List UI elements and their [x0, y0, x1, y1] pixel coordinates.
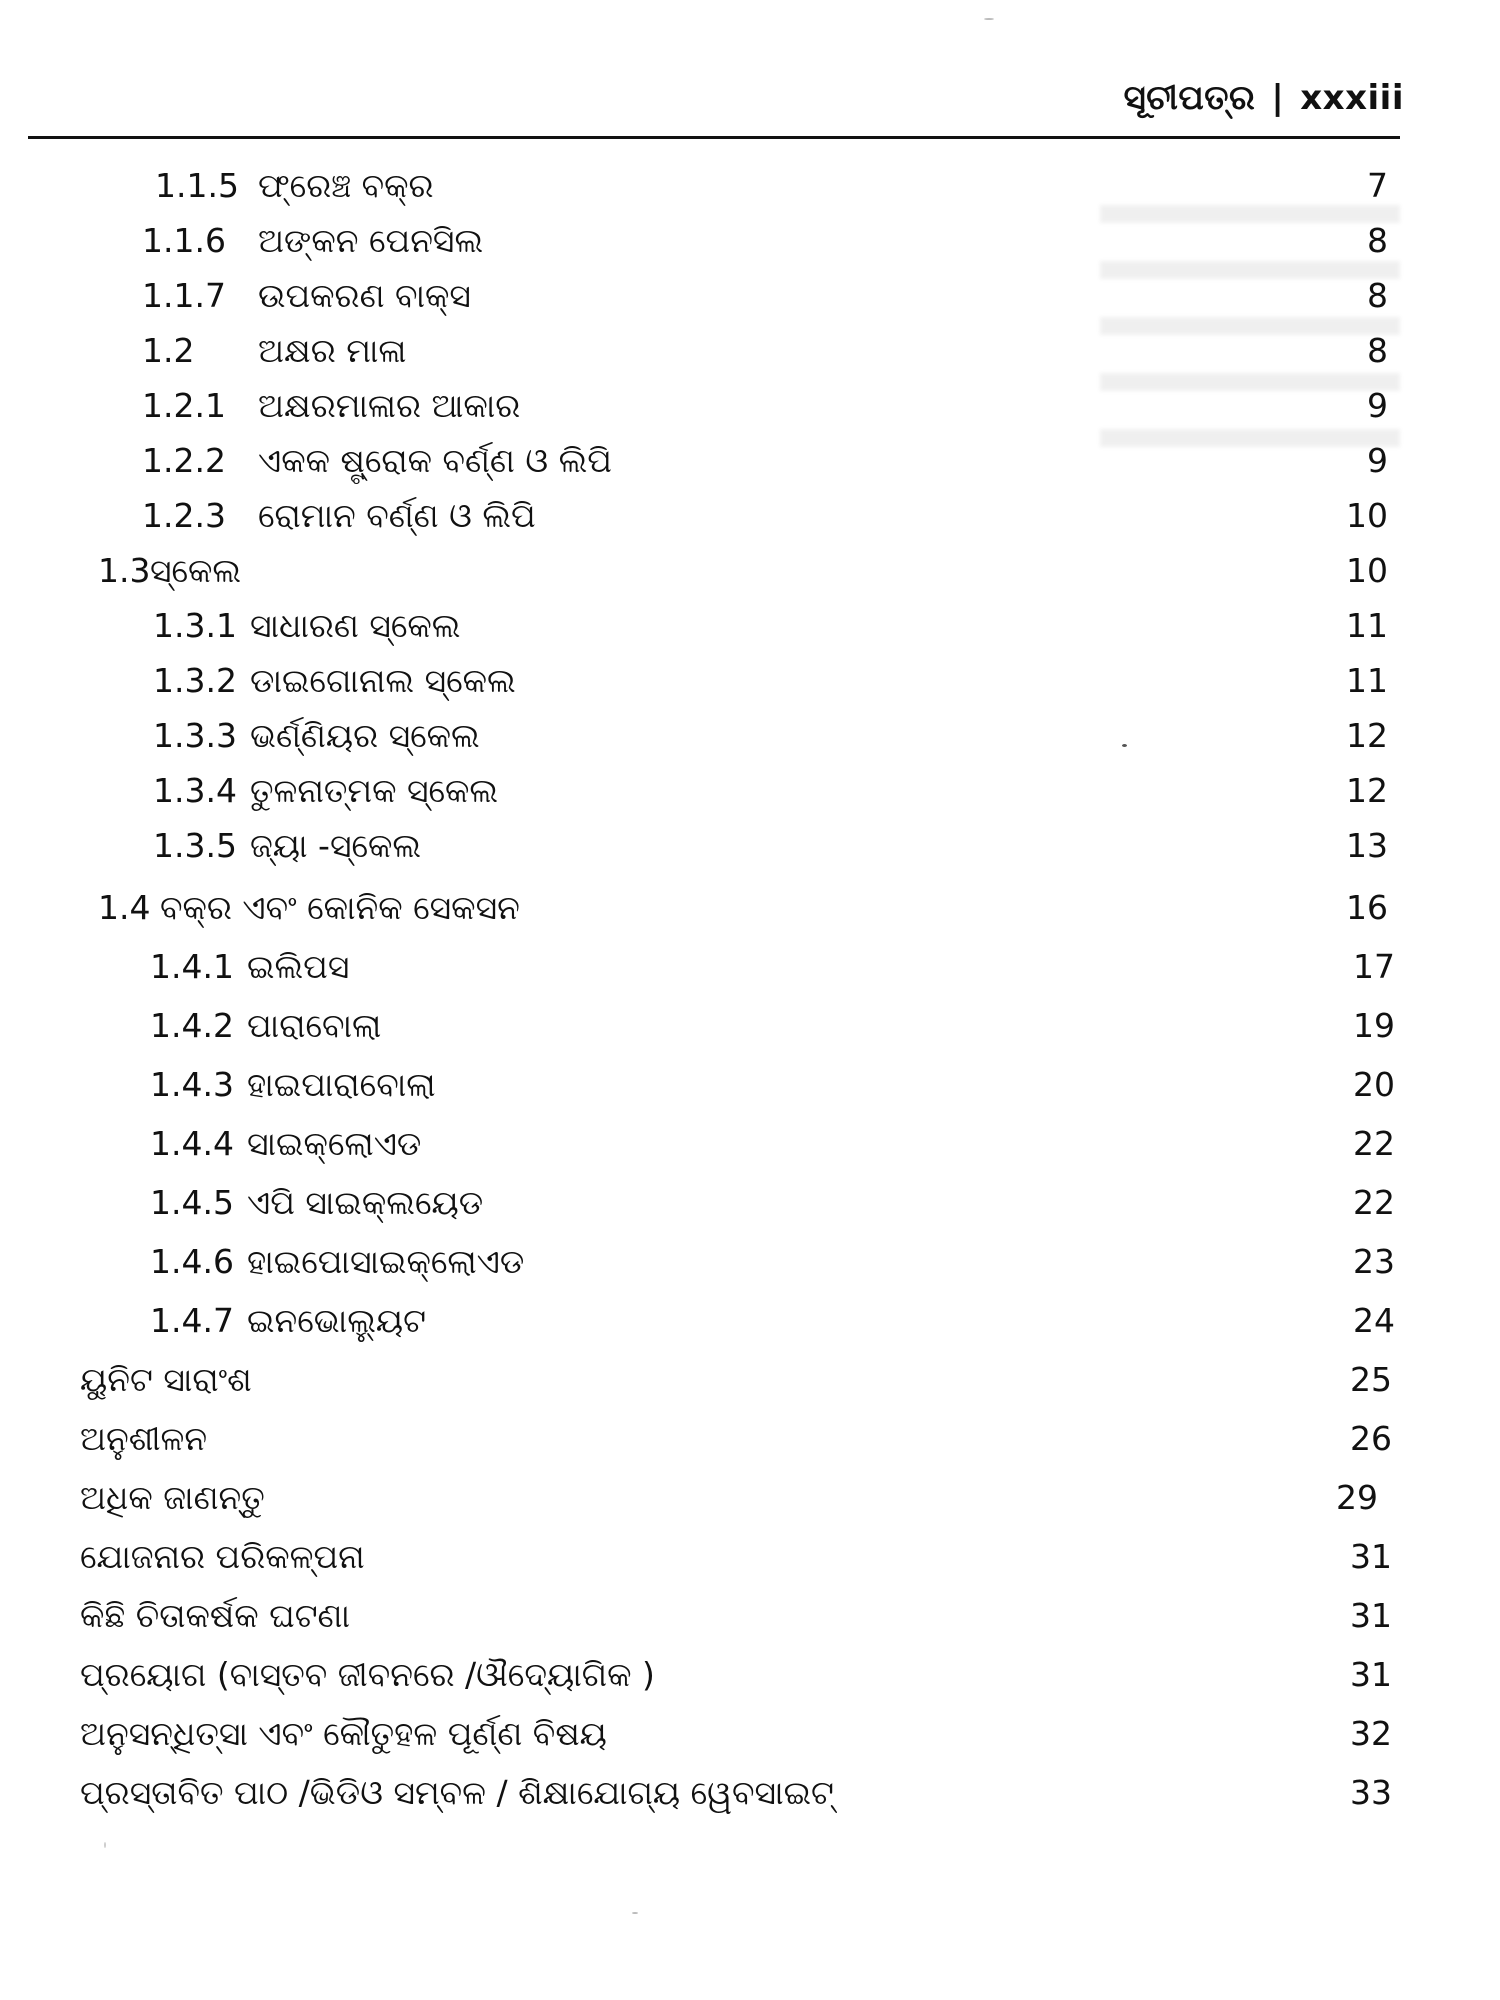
toc-entry-title: ରୋମାନ ବର୍ଣ୍ଣ ଓ ଲିପି [258, 496, 536, 535]
toc-entry[interactable] [0, 767, 1500, 815]
toc-entry-page: 12 [1346, 716, 1388, 755]
toc-entry[interactable] [0, 327, 1500, 375]
toc-entry-number: 1.1.5 [155, 166, 239, 205]
toc-entry[interactable] [0, 1120, 1500, 1168]
toc-entry-number: 1.2 [142, 331, 195, 370]
toc-entry[interactable] [0, 1002, 1500, 1050]
toc-entry-title: ଅଧିକ ଜାଣନ୍ତୁ [80, 1478, 265, 1517]
toc-entry[interactable] [0, 1592, 1500, 1640]
header-page-number: xxxiii [1300, 78, 1404, 118]
scan-speck [1122, 744, 1127, 747]
toc-entry-number: 1.1.6 [142, 221, 226, 260]
toc-entry-title: ଅକ୍ଷରମାଳାର ଆକାର [258, 386, 521, 425]
toc-entry[interactable] [0, 492, 1500, 540]
toc-entry-page: 24 [1353, 1301, 1395, 1340]
toc-entry-number: 1.2.3 [142, 496, 226, 535]
toc-entry[interactable] [0, 1533, 1500, 1581]
toc-entry-page: 11 [1346, 606, 1388, 645]
toc-entry-page: 31 [1350, 1596, 1392, 1635]
toc-entry-title: ତୁଳନାତ୍ମକ ସ୍କେଲ [250, 771, 499, 810]
scan-speck [632, 1912, 638, 1914]
toc-entry[interactable] [0, 1415, 1500, 1463]
scan-speck [984, 18, 994, 20]
toc-entry-title: ସ୍କେଲ [150, 551, 242, 590]
toc-entry[interactable] [0, 712, 1500, 760]
toc-entry-page: 22 [1353, 1124, 1395, 1163]
toc-entry-number: 1.3.2 [153, 661, 237, 700]
toc-entry-page: 31 [1350, 1655, 1392, 1694]
toc-entry-title: ଭର୍ଣ୍ଣିୟର ସ୍କେଲ [250, 716, 480, 755]
toc-entry-number: 1.4.1 [150, 947, 234, 986]
toc-entry-number: 1.1.7 [142, 276, 226, 315]
toc-entry-title: ଇଲିପସ [247, 947, 350, 986]
toc-entry[interactable] [0, 822, 1500, 870]
toc-entry-title: ଅନୁଶୀଳନ [80, 1419, 208, 1458]
toc-entry-title: ଫ୍ରେଞ୍ଚ ବକ୍ର [258, 166, 434, 205]
toc-entry[interactable] [0, 1238, 1500, 1286]
toc-entry-number: 1.3.1 [153, 606, 237, 645]
toc-entry[interactable] [0, 382, 1500, 430]
toc-entry-number: 1.4.5 [150, 1183, 234, 1222]
toc-entry-page: 32 [1350, 1714, 1392, 1753]
toc-entry-page: 8 [1367, 276, 1388, 315]
toc-entry[interactable] [0, 943, 1500, 991]
toc-entry-number: 1.3.5 [153, 826, 237, 865]
running-header [1124, 78, 1404, 118]
toc-entry-page: 10 [1346, 496, 1388, 535]
toc-entry-title: ଅଙ୍କନ ପେନସିଲ [258, 221, 484, 260]
scan-speck [104, 1842, 106, 1848]
toc-entry[interactable] [0, 1769, 1500, 1817]
toc-entry-page: 22 [1353, 1183, 1395, 1222]
toc-entry-page: 20 [1353, 1065, 1395, 1104]
toc-entry-page: 9 [1367, 386, 1388, 425]
toc-entry-title: ଉପକରଣ ବାକ୍ସ [258, 276, 471, 315]
toc-entry-title: କିଛି ଚିତାକର୍ଷକ ଘଟଣା [80, 1596, 351, 1635]
toc-entry-number: 1.4.7 [150, 1301, 234, 1340]
toc-entry-title: ଡାଇଗୋନାଲ ସ୍କେଲ [250, 661, 516, 700]
toc-entry-number: 1.3 [98, 551, 151, 590]
toc-entry-page: 25 [1350, 1360, 1392, 1399]
toc-entry[interactable] [0, 272, 1500, 320]
toc-entry-page: 29 [1336, 1478, 1378, 1517]
toc-entry-title: ୟୁନିଟ ସାରାଂଶ [80, 1360, 252, 1399]
toc-entry-number: 1.3.3 [153, 716, 237, 755]
toc-entry-page: 19 [1353, 1006, 1395, 1045]
toc-entry-page: 13 [1346, 826, 1388, 865]
toc-entry[interactable] [0, 657, 1500, 705]
toc-entry-title: ଅନୁସନ୍ଧିତ୍ସା ଏବଂ କୌତୁହଳ ପୂର୍ଣ୍ଣ ବିଷୟ [80, 1714, 607, 1753]
toc-entry-title: ଜ୍ୟା -ସ୍କେଲ [250, 826, 422, 865]
toc-entry-number: 1.4.3 [150, 1065, 234, 1104]
toc-entry-number: 1.2.2 [142, 441, 226, 480]
toc-entry-number: 1.4 [98, 888, 151, 927]
toc-entry-title: ହାଇପୋସାଇକ୍ଲୋଏଡ [247, 1242, 525, 1281]
toc-entry-page: 7 [1367, 166, 1388, 205]
toc-entry-title: ବକ୍ର ଏବଂ କୋନିକ ସେକସନ [160, 888, 520, 927]
toc-entry-title: ସାଇକ୍ଲୋଏଡ [247, 1124, 422, 1163]
toc-entry-page: 33 [1350, 1773, 1392, 1812]
toc-entry[interactable] [0, 1651, 1500, 1699]
toc-entry-title: ଏକକ ଷ୍ଟ୍ରୋକ ବର୍ଣ୍ଣ ଓ ଲିପି [258, 441, 612, 480]
toc-entry[interactable] [0, 602, 1500, 650]
toc-entry-number: 1.4.4 [150, 1124, 234, 1163]
toc-entry-title: ପାରାବୋଲା [247, 1006, 382, 1045]
toc-entry-page: 23 [1353, 1242, 1395, 1281]
toc-entry-number: 1.4.2 [150, 1006, 234, 1045]
toc-entry-page: 11 [1346, 661, 1388, 700]
toc-entry-title: ପ୍ରସ୍ତାବିତ ପାଠ /ଭିଡିଓ ସମ୍ବଳ / ଶିକ୍ଷାଯୋଗ୍ୟ ୱେବସାଇଟ୍ [80, 1773, 834, 1812]
toc-entry[interactable] [0, 1061, 1500, 1109]
toc-entry[interactable] [0, 217, 1500, 265]
toc-entry-title: ଏପି ସାଇକ୍ଲୟେଡ [247, 1183, 484, 1222]
toc-entry-page: 12 [1346, 771, 1388, 810]
toc-entry-number: 1.3.4 [153, 771, 237, 810]
header-rule [28, 136, 1400, 139]
toc-entry-number: 1.4.6 [150, 1242, 234, 1281]
toc-entry[interactable] [0, 1297, 1500, 1345]
header-title: ସୂଚୀପତ୍ର [1123, 78, 1256, 118]
toc-entry-page: 9 [1367, 441, 1388, 480]
toc-entry-title: ଇନଭୋଲ୍ୟୁଟ [247, 1301, 427, 1340]
toc-entry[interactable] [0, 1179, 1500, 1227]
toc-entry-title: ସାଧାରଣ ସ୍କେଲ [250, 606, 461, 645]
toc-entry[interactable] [0, 162, 1500, 210]
toc-entry-page: 8 [1367, 221, 1388, 260]
toc-entry-page: 8 [1367, 331, 1388, 370]
toc-entry-page: 17 [1353, 947, 1395, 986]
toc-entry-title: ପ୍ରୟୋଗ (ବାସ୍ତବ ଜୀବନରେ /ଔଦ୍ୟୋଗିକ ) [80, 1655, 655, 1694]
toc-entry[interactable] [0, 884, 1500, 932]
toc-entry[interactable] [0, 547, 1500, 595]
toc-entry[interactable] [0, 1474, 1500, 1522]
toc-entry[interactable] [0, 437, 1500, 485]
toc-entry-title: ଯୋଜନାର ପରିକଳ୍ପନା [80, 1537, 365, 1576]
toc-entry[interactable] [0, 1710, 1500, 1758]
toc-entry-page: 31 [1350, 1537, 1392, 1576]
toc-entry[interactable] [0, 1356, 1500, 1404]
toc-entry-title: ଅକ୍ଷର ମାଳା [258, 331, 407, 370]
header-separator: | [1271, 78, 1285, 118]
toc-entry-page: 10 [1346, 551, 1388, 590]
toc-entry-page: 26 [1350, 1419, 1392, 1458]
toc-entry-page: 16 [1346, 888, 1388, 927]
toc-entry-number: 1.2.1 [142, 386, 226, 425]
toc-entry-title: ହାଇପାରାବୋଲା [247, 1065, 436, 1104]
